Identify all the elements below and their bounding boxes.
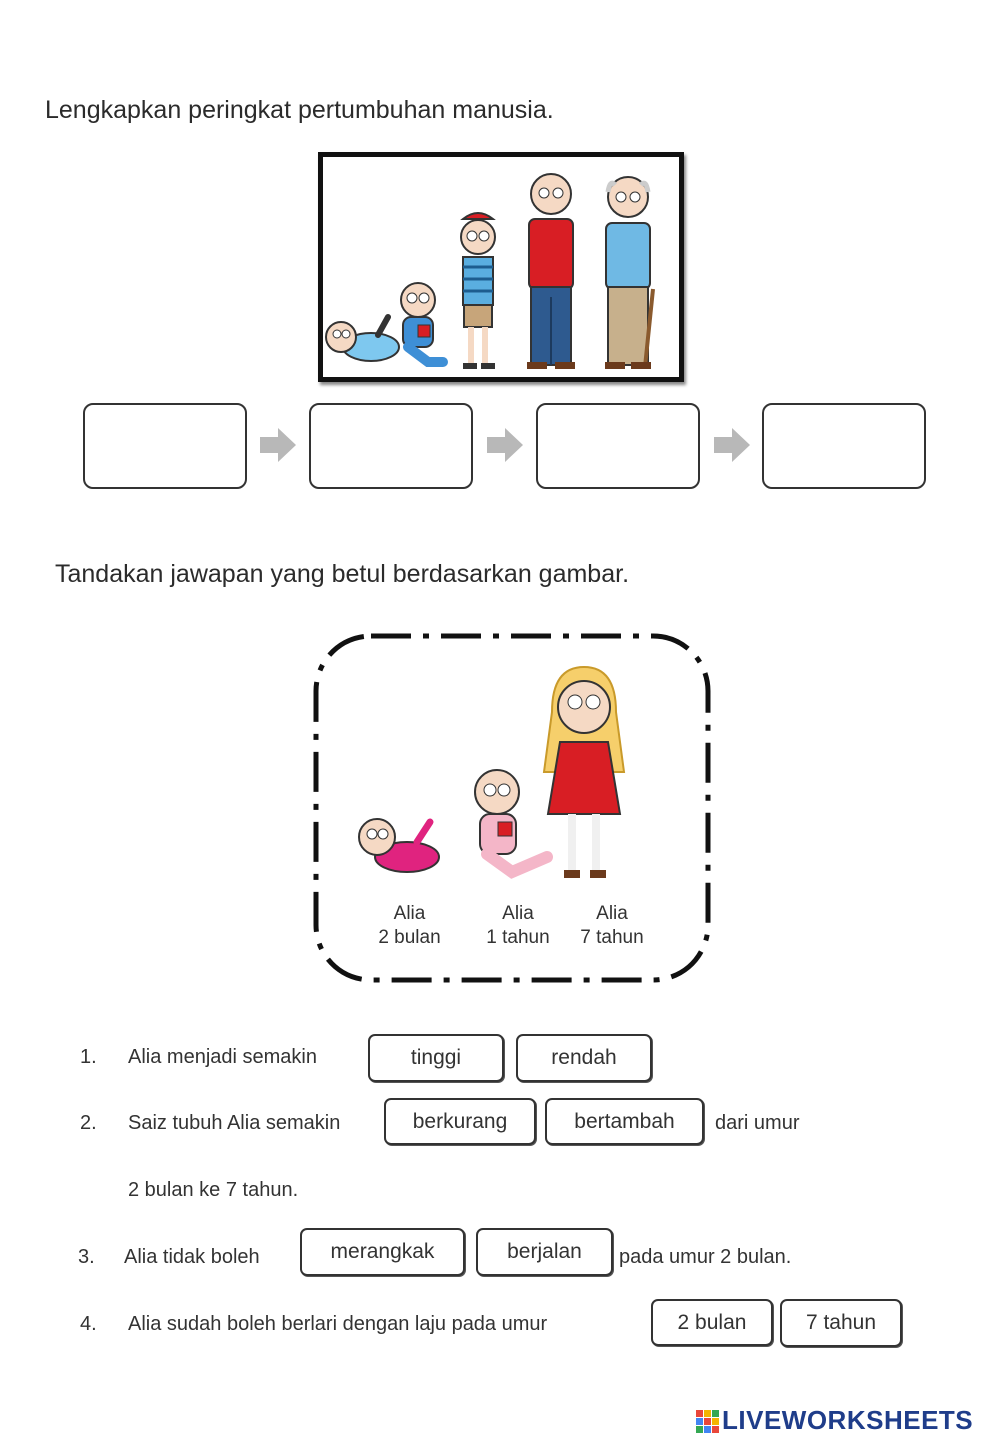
caption-alia-2-bulan (362, 902, 457, 950)
arrow-right-icon (260, 428, 296, 462)
alia-child-figure (544, 667, 624, 878)
adult-figure (527, 174, 575, 369)
caption-age: 2 bulan (378, 927, 441, 948)
caption-name: Alia (393, 903, 426, 924)
alia-toddler-figure (475, 770, 547, 872)
option-rendah[interactable]: rendah (516, 1034, 652, 1082)
question-number: 4. (80, 1313, 97, 1335)
caption-name: Alia (596, 903, 628, 924)
question-2-after-text: dari umur (715, 1112, 800, 1134)
liveworksheets-logo-text: LIVEWORKSHEETS (722, 1405, 974, 1435)
stage-answer-box-3[interactable] (536, 403, 700, 489)
question-number: 1. (80, 1046, 97, 1068)
option-tinggi[interactable]: tinggi (368, 1034, 504, 1082)
caption-name: Alia (502, 903, 534, 924)
growth-stages-illustration (318, 152, 684, 382)
stage-answer-box-4[interactable] (762, 403, 926, 489)
instruction-choose-answer: Tandakan jawapan yang betul berdasarkan gambar. (55, 560, 630, 588)
caption-age: 7 tahun (580, 927, 644, 948)
alia-baby-figure (359, 819, 439, 872)
liveworksheets-logo-icon (696, 1410, 720, 1434)
option-2-bulan[interactable]: 2 bulan (651, 1299, 773, 1346)
option-berjalan[interactable]: berjalan (476, 1228, 613, 1276)
question-2-line2-text: 2 bulan ke 7 tahun. (128, 1179, 299, 1201)
question-number: 3. (78, 1246, 95, 1268)
question-4-text: Alia sudah boleh berlari dengan laju pada umur (128, 1313, 548, 1335)
caption-alia-7-tahun (568, 902, 656, 950)
question-number: 2. (80, 1112, 97, 1134)
option-merangkak[interactable]: merangkak (300, 1228, 465, 1276)
arrow-right-icon (487, 428, 523, 462)
caption-alia-1-tahun (472, 902, 564, 950)
option-bertambah[interactable]: bertambah (545, 1098, 704, 1145)
caption-age: 1 tahun (486, 927, 550, 948)
stage-answer-box-2[interactable] (309, 403, 473, 489)
toddler-figure (401, 283, 443, 362)
arrow-right-icon (714, 428, 750, 462)
option-7-tahun[interactable]: 7 tahun (780, 1299, 902, 1347)
stage-answer-box-1[interactable] (83, 403, 247, 489)
question-3-after-text: pada umur 2 bulan. (619, 1246, 792, 1268)
option-berkurang[interactable]: berkurang (384, 1098, 536, 1145)
baby-figure (326, 317, 399, 361)
elderly-figure (605, 177, 653, 369)
question-2-text: Saiz tubuh Alia semakin (128, 1112, 341, 1134)
question-1-text: Alia menjadi semakin (128, 1046, 317, 1068)
instruction-growth-stages: Lengkapkan peringkat pertumbuhan manusia. (45, 96, 554, 124)
growth-stages-figures (323, 157, 679, 377)
child-figure (461, 213, 495, 369)
question-3-text: Alia tidak boleh (124, 1246, 260, 1268)
